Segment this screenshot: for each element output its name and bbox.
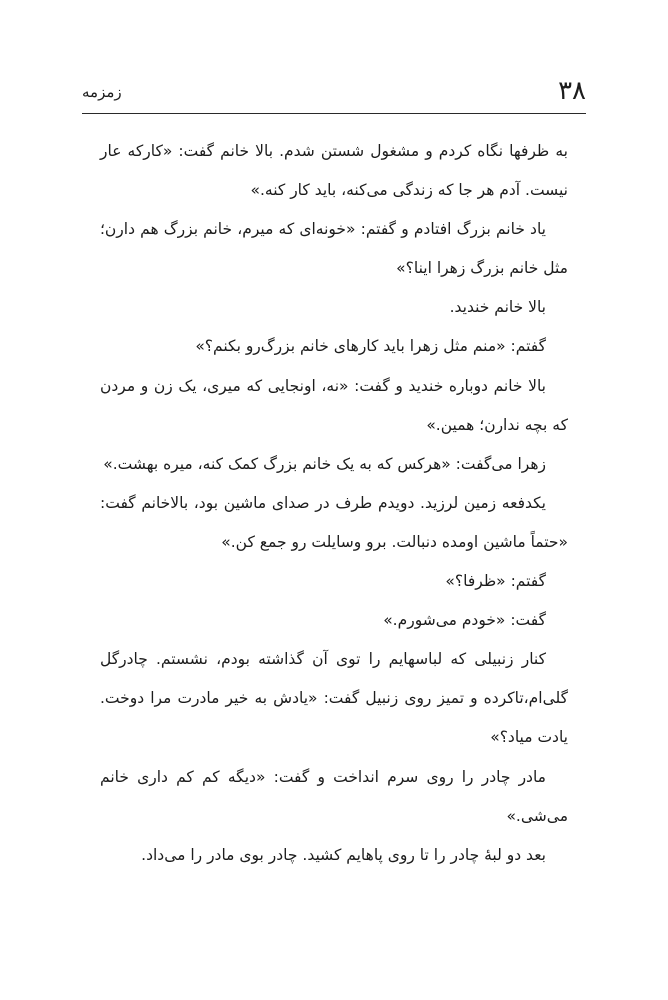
paragraph: گفتم: «ظرفا؟»: [445, 572, 546, 591]
body-text: [100, 132, 568, 875]
running-title: زمزمه: [82, 83, 122, 101]
paragraph: به ظرفها نگاه کردم و مشغول شستن شدم. بالا خانم گفت: «کارکه عار نیست. آدم هر جا که زندگی می‌کنه، باید کار کنه.»: [100, 142, 568, 200]
paragraph: یاد خانم بزرگ افتادم و گفتم: «خونه‌ای که میرم، خانم بزرگ هم دارن؛ مثل خانم بزرگ زهرا اینا؟»: [100, 220, 568, 278]
page-number: ۳۸: [558, 76, 586, 106]
paragraph: یکدفعه زمین لرزید. دویدم طرف در صدای ماشین بود، بالاخانم گفت: «حتماً ماشین اومده دنبالت. برو وسایلت رو جمع کن.»: [100, 493, 568, 551]
paragraph: گفتم: «منم مثل زهرا باید کارهای خانم بزرگ‌رو بکنم؟»: [195, 337, 546, 356]
paragraph: کنار زنبیلی که لباسهایم را توی آن گذاشته بودم، نشستم. چادرگل گلی‌ام،تاکرده و تمیز روی زنبیل گفت: «یادش به خیر مادرت مرا دوخت. یادت میاد؟»: [100, 650, 568, 747]
paragraph: گفت: «خودم می‌شورم.»: [383, 611, 546, 630]
header-rule: [82, 113, 586, 114]
paragraph: بالا خانم خندید.: [449, 298, 546, 317]
paragraph: بعد دو لبهٔ چادر را تا روی پاهایم کشید. چادر بوی مادر را می‌داد.: [141, 845, 546, 864]
page-header: [82, 78, 586, 108]
paragraph: مادر چادر را روی سرم انداخت و گفت: «دیگه کم کم داری خانم می‌شی.»: [100, 767, 568, 825]
paragraph: زهرا می‌گفت: «هرکس که به یک خانم بزرگ کمک کنه، میره بهشت.»: [103, 454, 546, 473]
paragraph: بالا خانم دوباره خندید و گفت: «نه، اونجایی که میری، یک زن و مردن که بچه ندارن؛ همین.»: [100, 376, 568, 434]
